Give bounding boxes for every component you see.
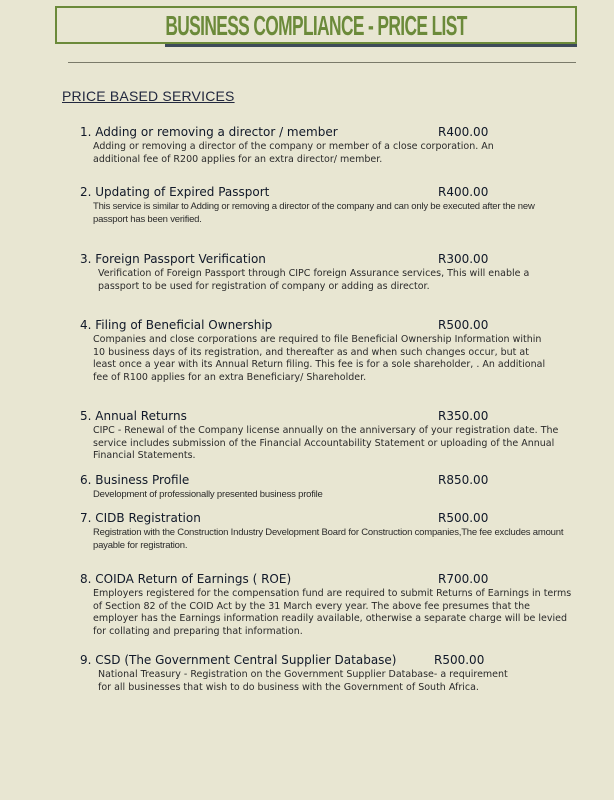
service-description: This service is similar to Adding or removing a director of the company and can only be executed after the new passport has been verified.: [93, 201, 535, 225]
service-item-9: [80, 652, 590, 694]
service-title: 4. Filing of Beneficial Ownership: [80, 318, 273, 332]
service-title: 5. Annual Returns: [80, 409, 187, 423]
divider-line: [68, 62, 576, 63]
service-price: R300.00: [438, 252, 489, 266]
service-price: R400.00: [438, 185, 489, 199]
service-title: 3. Foreign Passport Verification: [80, 252, 266, 266]
service-description: Employers registered for the compensation fund are required to submit Returns of Earnings in terms of Section 82 of the COID Act by the 31 March every year. The above fee presumes that the employer has the Earnings information readily available, otherwise a separate charge will be levied for collating and preparing that information.: [93, 588, 572, 637]
title-underline: [165, 44, 577, 47]
service-description: Registration with the Construction Industry Development Board for Construction companies,The fee excludes amount payable for registration.: [93, 527, 564, 551]
service-price: R850.00: [438, 473, 489, 487]
service-title: 1. Adding or removing a director / member: [80, 125, 338, 139]
service-description: Adding or removing a director of the company or member of a close corporation. An additional fee of R200 applies for an extra director/ member.: [93, 141, 494, 165]
service-price: R500.00: [434, 653, 485, 667]
service-item-7: [80, 510, 590, 552]
service-title: 2. Updating of Expired Passport: [80, 185, 270, 199]
service-item-3: [80, 251, 590, 293]
service-price: R400.00: [438, 125, 489, 139]
service-item-6: [80, 472, 590, 502]
service-description: CIPC - Renewal of the Company license annually on the anniversary of your registration date. The service includes submission of the Financial Accountability Statement or uploading of the Annual Financial Statements.: [93, 425, 559, 461]
title-box: [55, 6, 577, 44]
service-price: R500.00: [438, 318, 489, 332]
service-item-4: [80, 317, 590, 384]
service-description: Verification of Foreign Passport through CIPC foreign Assurance services, This will enable a passport to be used for registration of company or adding as director.: [98, 268, 530, 292]
service-price: R500.00: [438, 511, 489, 525]
service-description: Companies and close corporations are required to file Beneficial Ownership Information within 10 business days of its registration, and thereafter as and when such changes occur, but at least once a year with its Annual Return filing. This fee is for a sole shareholder, . An additional fee of R100 applies for an extra Beneficiary/ Shareholder.: [93, 334, 546, 383]
section-heading: PRICE BASED SERVICES: [62, 88, 235, 104]
service-description: National Treasury - Registration on the Government Supplier Database- a requirement for all businesses that wish to do business with the Government of South Africa.: [98, 669, 508, 693]
service-title: 8. COIDA Return of Earnings ( ROE): [80, 572, 292, 586]
service-title: 6. Business Profile: [80, 473, 190, 487]
service-description: Development of professionally presented business profile: [93, 489, 323, 500]
service-title: 9. CSD (The Government Central Supplier Database): [80, 653, 397, 667]
service-title: 7. CIDB Registration: [80, 511, 201, 525]
service-item-1: [80, 124, 590, 166]
service-price: R350.00: [438, 409, 489, 423]
service-price: R700.00: [438, 572, 489, 586]
page-title: BUSINESS COMPLIANCE - PRICE LIST: [165, 10, 467, 41]
service-item-2: [80, 184, 590, 226]
service-item-8: [80, 571, 590, 638]
service-item-5: [80, 408, 590, 463]
